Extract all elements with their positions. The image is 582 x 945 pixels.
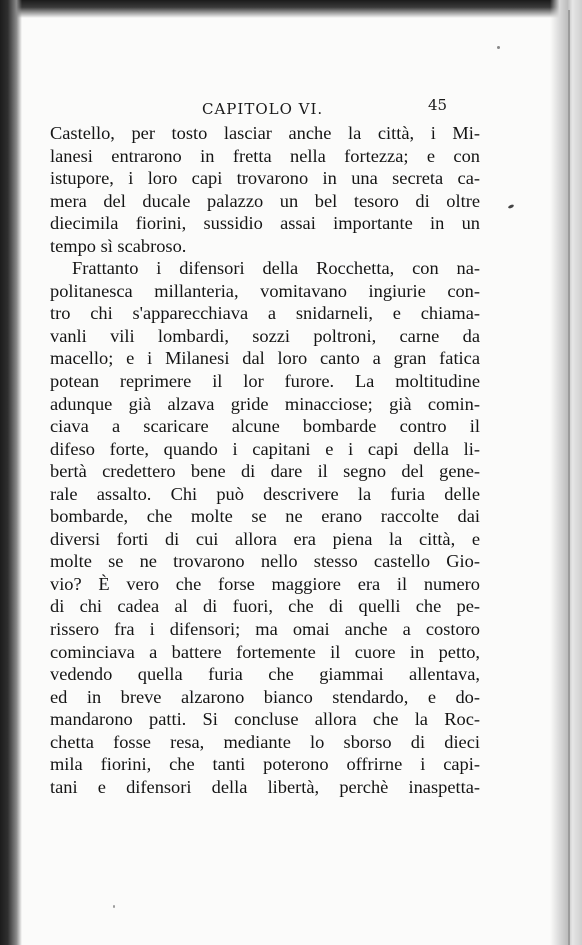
text-line: diecimila fiorini, sussidio assai importante in un [50,213,480,234]
body-text [50,122,480,798]
text-line: bombarde, che molte se ne erano raccolte dai [50,506,480,527]
running-head [50,96,470,120]
text-line: adunque già alzava gride minacciose; già comin- [50,393,480,414]
ink-speck [113,905,115,908]
text-line: vanli vili lombardi, sozzi poltroni, carne da [50,325,480,346]
text-line: tani e difensori della libertà, perchè inaspetta- [50,776,480,797]
ink-speck [508,204,515,209]
text-line: ciava a scaricare alcune bombarde contro il [50,416,480,437]
text-line: rissero fra i difensori; ma omai anche a costoro [50,619,480,640]
text-line: difeso forte, quando i capitani e i capi della li- [50,438,480,459]
text-line: mandarono patti. Si concluse allora che la Roc- [50,709,480,730]
text-line: rale assalto. Chi può descrivere la furia delle [50,483,480,504]
text-line: lanesi entrarono in fretta nella fortezza; e con [50,145,480,166]
chapter-title: CAPITOLO VI. [202,100,324,118]
page-number: 45 [428,96,448,114]
text-line: istupore, i loro capi trovarono in una secreta ca- [50,168,480,189]
text-line: Castello, per tosto lasciar anche la città, i Mi- [50,123,480,143]
page-edge-line [568,10,570,945]
text-line: cominciava a battere fortemente il cuore in petto, [50,641,480,662]
text-line: potean reprimere il lor furore. La moltitudine [50,371,480,392]
ink-speck [497,46,500,49]
text-line: bertà credettero bene di dare il segno del gene- [50,461,480,482]
text-line: ed in breve alzarono bianco stendardo, e do- [50,686,480,707]
text-line: tempo sì scabroso. [50,235,187,256]
text-line: mila fiorini, che tanti poterono offrirne i capi- [50,754,480,775]
text-line: Frattanto i difensori della Rocchetta, con na- [72,258,480,279]
text-line: politanesca millanteria, vomitavano ingiurie con- [50,280,480,301]
text-line: vio? È vero che forse maggiore era il numero [50,573,480,594]
text-line: chetta fosse resa, mediante lo sborso di dieci [50,731,480,752]
text-line: macello; e i Milanesi dal loro canto a gran fatica [50,348,480,369]
text-line: mera del ducale palazzo un bel tesoro di oltre [50,190,480,211]
scan-right-edge-shadow [550,0,582,945]
scan-top-edge-shadow [0,0,582,18]
text-line: diversi forti di cui allora era piena la città, e [50,528,480,549]
text-line: molte se ne trovarono nello stesso castello Gio- [50,551,480,572]
text-line: di chi cadea al di fuori, che di quelli che pe- [50,596,480,617]
scan-left-edge-shadow [0,0,22,945]
text-line: tro chi s'apparecchiava a snidarneli, e chiama- [50,303,480,324]
text-line: vedendo quella furia che giammai allentava, [50,664,480,685]
